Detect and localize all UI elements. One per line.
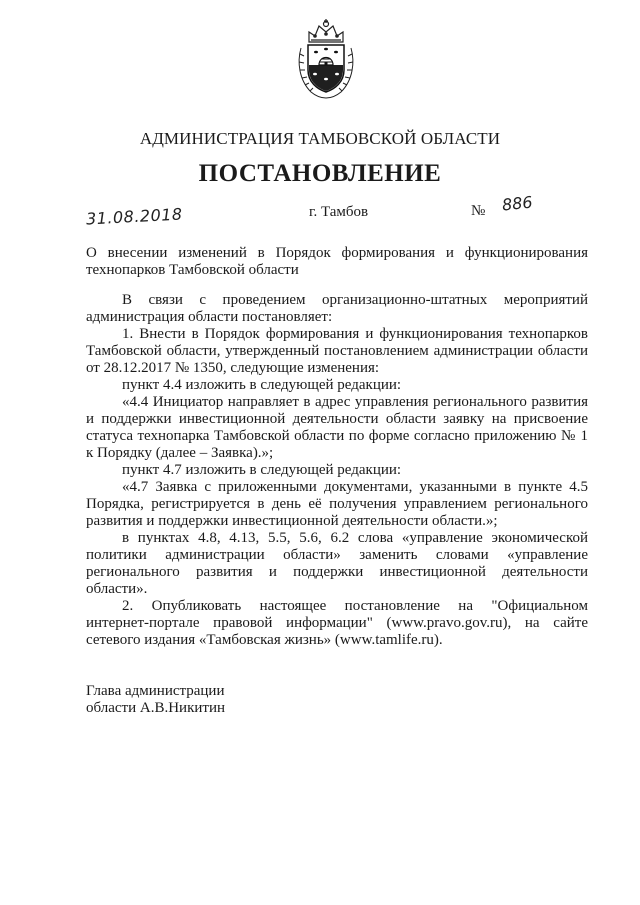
body-line: «4.4 Инициатор направляет в адрес управления регионального развития	[122, 394, 588, 410]
body-line: сетевого издания «Тамбовская жизнь» (www.tamlife.ru).	[86, 632, 443, 648]
city-label: г. Тамбов	[309, 204, 369, 220]
body-line: и поддержки инвестиционной деятельности области заявку на присвоение	[86, 411, 588, 427]
handwritten-date: 31.08.2018	[85, 204, 184, 229]
body-line: 1. Внести в Порядок формирования и функционирования технопарков	[122, 326, 588, 342]
coat-of-arms-emblem	[295, 18, 357, 100]
signature-line: Глава администрации	[86, 683, 225, 699]
document-body	[86, 292, 588, 649]
subject-line: технопарков Тамбовской области	[86, 262, 299, 278]
document-subject	[86, 245, 588, 279]
handwritten-number: 886	[501, 192, 534, 215]
subject-line: О внесении изменений в Порядок формирования и функционирования	[86, 245, 588, 261]
body-line: политики администрации области» заменить словами «управление	[86, 547, 588, 563]
body-line: пункт 4.4 изложить в следующей редакции:	[122, 377, 402, 393]
body-line: Порядка, регистрируется в день её получения управлением регионального	[86, 496, 588, 512]
body-line: В связи с проведением организационно-штатных мероприятий	[122, 292, 588, 308]
body-line: интернет-портале правовой информации" (www.pravo.gov.ru), на сайте	[86, 615, 588, 631]
body-line: пункт 4.7 изложить в следующей редакции:	[122, 462, 402, 478]
signature-block	[86, 683, 225, 717]
body-line: статуса технопарка Тамбовской области по форме согласно приложению № 1	[86, 428, 588, 444]
body-line: 2. Опубликовать настоящее постановление на "Официальном	[122, 598, 588, 614]
signature-line: области А.В.Никитин	[86, 700, 226, 716]
number-label: №	[471, 203, 486, 219]
body-line: развития и поддержки инвестиционной деятельности области.»;	[86, 513, 498, 529]
body-line: «4.7 Заявка с приложенными документами, указанными в пункте 4.5	[122, 479, 588, 495]
organization-name: АДМИНИСТРАЦИЯ ТАМБОВСКОЙ ОБЛАСТИ	[139, 129, 501, 148]
body-line: администрация области постановляет:	[86, 309, 333, 325]
body-line: от 28.12.2017 № 1350, следующие изменения:	[86, 360, 380, 376]
body-line: к Порядку (далее – Заявка).»;	[86, 445, 274, 461]
body-line: области».	[86, 581, 148, 597]
body-line: Тамбовской области, утвержденный постановлением администрации области	[86, 343, 588, 359]
body-line: в пунктах 4.8, 4.13, 5.5, 5.6, 6.2 слова «управление экономической	[122, 530, 588, 546]
document-type-title: ПОСТАНОВЛЕНИЕ	[198, 160, 442, 187]
body-line: регионального развития и поддержки инвестиционной деятельности	[86, 564, 588, 580]
